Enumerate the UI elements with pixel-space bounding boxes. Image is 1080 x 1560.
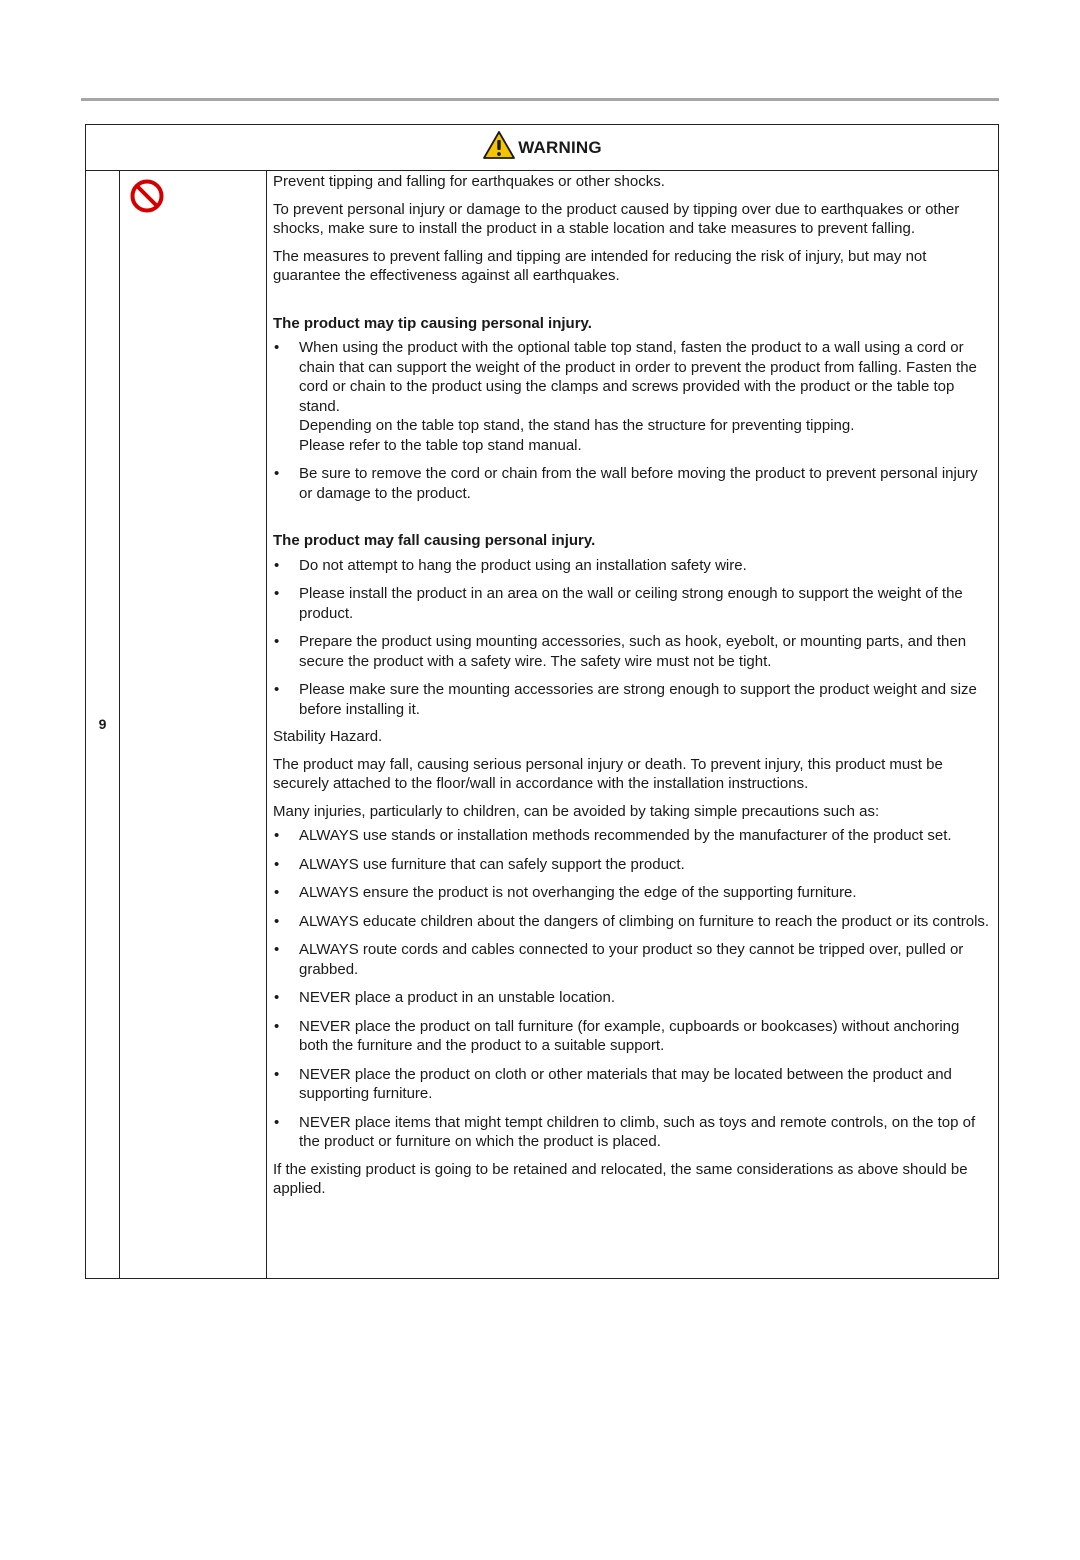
list-item: • ALWAYS use furniture that can safely support the product. — [273, 855, 992, 875]
list-item: • Please install the product in an area on the wall or ceiling strong enough to support the weight of the product. — [273, 584, 992, 623]
prohibition-icon — [129, 178, 165, 219]
list-item: • ALWAYS ensure the product is not overhanging the edge of the supporting furniture. — [273, 883, 992, 903]
row-number-cell — [86, 170, 120, 1278]
closing-paragraph: If the existing product is going to be retained and relocated, the same considerations as above should be applied. — [273, 1160, 968, 1197]
warning-header — [86, 125, 998, 171]
row-content — [267, 170, 998, 1278]
list-item: • Please make sure the mounting accessories are strong enough to support the product weight and size before installing it. — [273, 680, 992, 719]
tip-heading: The product may tip causing personal injury. — [273, 314, 592, 332]
row-number: 9 — [98, 716, 107, 732]
intro-line: Prevent tipping and falling for earthquakes or other shocks. — [273, 173, 665, 190]
fall-list — [273, 556, 992, 720]
stability-text: The product may fall, causing serious personal injury or death. To prevent injury, this product must be securely attached to the floor/wall in accordance with the installation instructions. — [273, 755, 943, 792]
stability-label: Stability Hazard. — [273, 728, 383, 745]
list-item: • NEVER place the product on tall furniture (for example, cupboards or bookcases) without anchoring both the furniture and the product to a suitable support. — [273, 1017, 992, 1056]
list-item: • ALWAYS use stands or installation methods recommended by the manufacturer of the product set. — [273, 826, 992, 846]
tip-list — [273, 338, 992, 503]
fall-heading: The product may fall causing personal injury. — [273, 532, 596, 549]
warning-table — [85, 124, 999, 1279]
list-item: • NEVER place a product in an unstable location. — [273, 988, 992, 1008]
list-item: • ALWAYS route cords and cables connected to your product so they cannot be tripped over, pulled or grabbed. — [273, 940, 992, 979]
list-item: • Prepare the product using mounting accessories, such as hook, eyebolt, or mounting parts, and then secure the product with a safety wire. The safety wire must not be tight. — [273, 632, 992, 671]
list-item: • NEVER place the product on cloth or other materials that may be located between the product and supporting furniture. — [273, 1065, 992, 1104]
top-divider — [81, 98, 999, 101]
paragraph: To prevent personal injury or damage to the product caused by tipping over due to earthquakes or other shocks, make sure to install the product in a stable location and take measures to prevent falling. — [273, 200, 960, 237]
precautions-intro: Many injuries, particularly to children, can be avoided by taking simple precautions such as: — [273, 802, 880, 820]
list-item: • ALWAYS educate children about the dangers of climbing on furniture to reach the product or its controls. — [273, 912, 992, 932]
list-item: • NEVER place items that might tempt children to climb, such as toys and remote controls, on the top of the product or furniture on which the product is placed. — [273, 1113, 992, 1152]
warning-title: WARNING — [518, 137, 602, 157]
list-item: • Be sure to remove the cord or chain from the wall before moving the product to prevent personal injury or damage to the product. — [273, 464, 992, 503]
precaution-list — [273, 826, 992, 1152]
row-icon-cell — [119, 170, 267, 1278]
warning-triangle-icon — [482, 130, 516, 165]
list-item: • Do not attempt to hang the product using an installation safety wire. — [273, 556, 992, 576]
paragraph: The measures to prevent falling and tipping are intended for reducing the risk of injury, but may not guarantee the effectiveness against all earthquakes. — [273, 247, 927, 284]
list-item: • When using the product with the optional table top stand, fasten the product to a wall using a cord or chain that can support the weight of the product in order to prevent the product from falling. Fasten the cord or chain to the product using the clamps and screws provided with the product or the table top stand. Depending on the table top stand, the stand has the structure for preventing tipping. Please refer to the table top stand manual. — [273, 338, 992, 455]
